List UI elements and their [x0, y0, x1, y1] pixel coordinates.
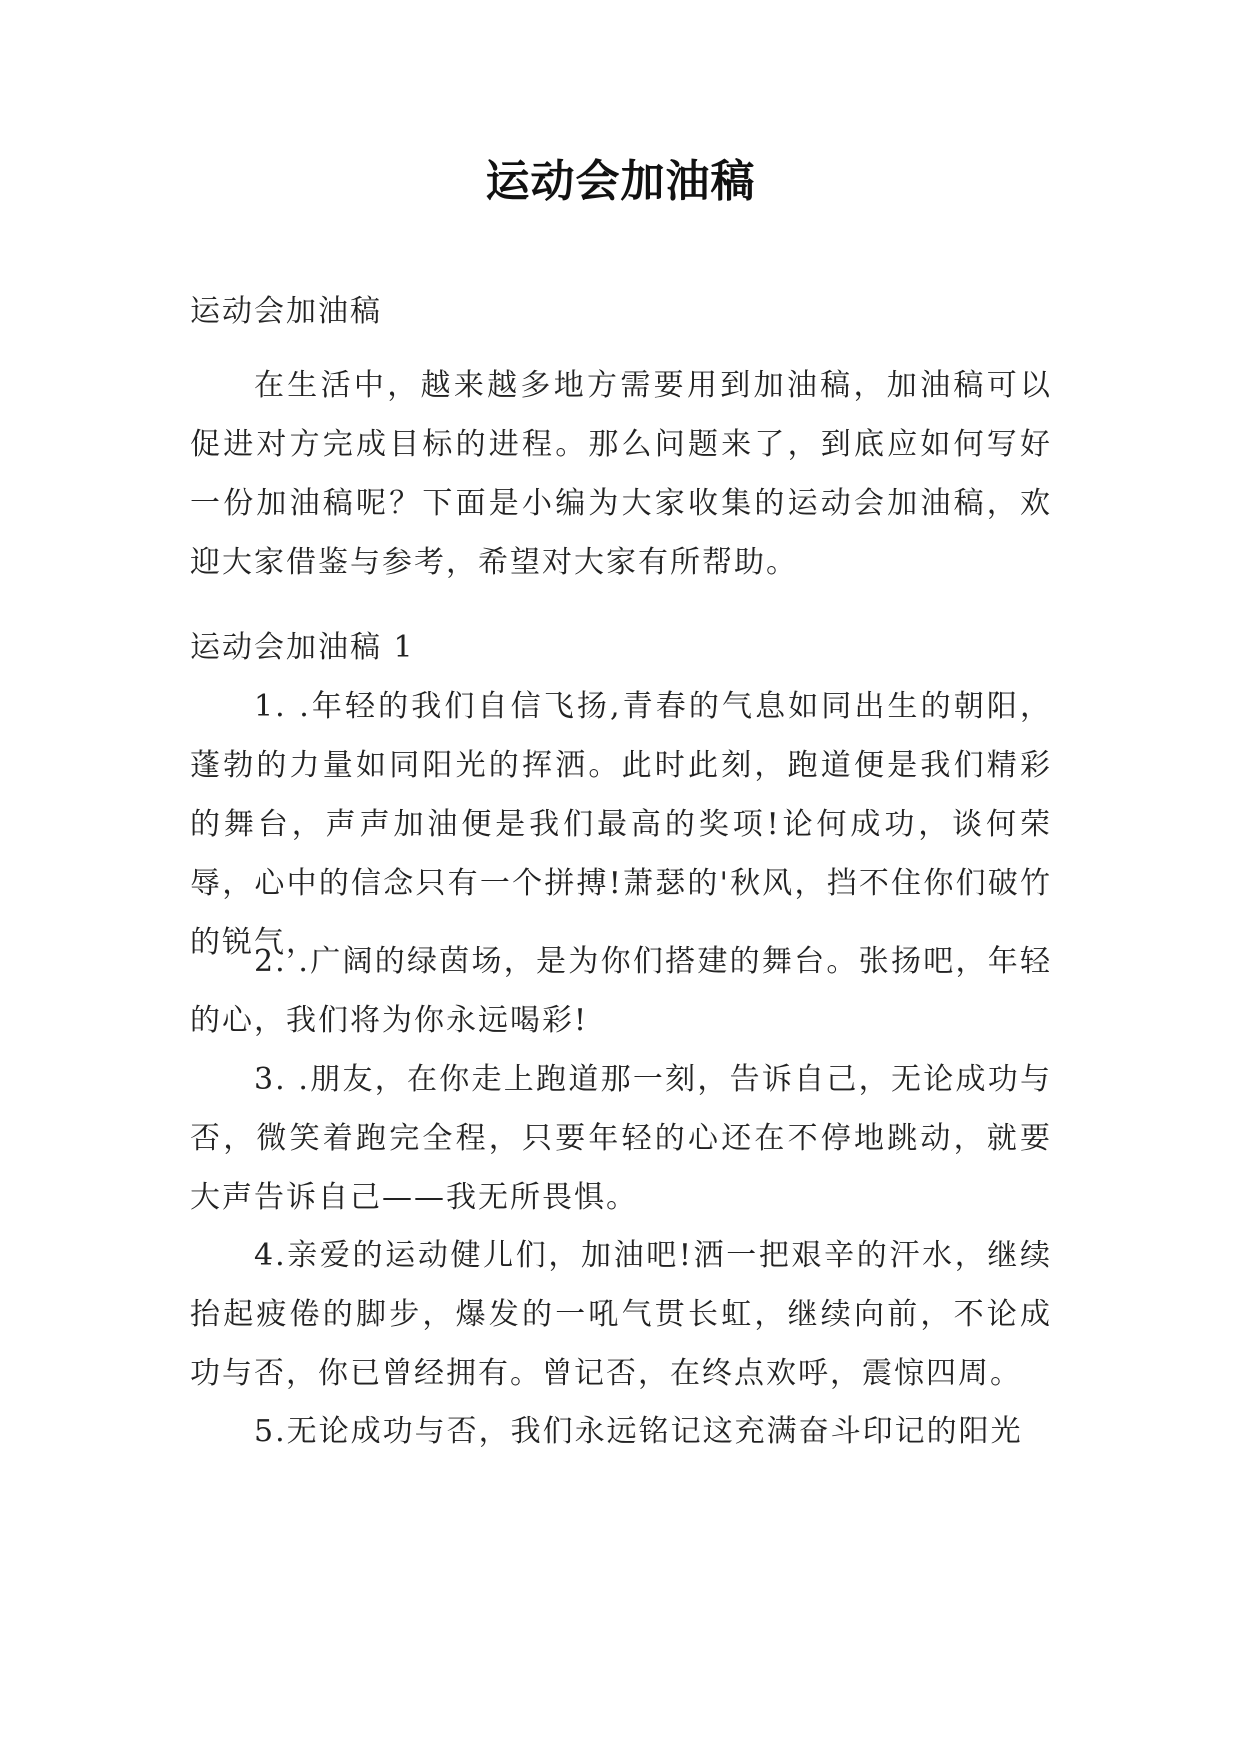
- list-item: 4.亲爱的运动健儿们，加油吧!洒一把艰辛的汗水，继续抬起疲倦的脚步，爆发的一吼气贯长虹，继续向前，不论成功与否，你已曾经拥有。曾记否，在终点欢呼，震惊四周。: [190, 1238, 1052, 1391]
- subtitle: 运动会加油稿: [190, 294, 382, 329]
- page-title: 运动会加油稿: [485, 156, 756, 207]
- list-item: 1. .年轻的我们自信飞扬,青春的气息如同出生的朝阳，蓬勃的力量如同阳光的挥洒。此时此刻，跑道便是我们精彩的舞台，声声加油便是我们最高的奖项!论何成功，谈何荣辱，心中的信念只有一个拼搏!萧瑟的'秋风，挡不住你们破竹的锐气，: [190, 689, 1052, 960]
- intro-paragraph: 在生活中，越来越多地方需要用到加油稿，加油稿可以促进对方完成目标的进程。那么问题来了，到底应如何写好一份加油稿呢？下面是小编为大家收集的运动会加油稿，欢迎大家借鉴与参考，希望对大家有所帮助。: [190, 368, 1052, 580]
- list-item: 3. .朋友，在你走上跑道那一刻，告诉自己，无论成功与否，微笑着跑完全程，只要年轻的心还在不停地跳动，就要大声告诉自己——我无所畏惧。: [190, 1062, 1052, 1215]
- list-item: 2. .广阔的绿茵场，是为你们搭建的舞台。张扬吧，年轻的心，我们将为你永远喝彩!: [190, 944, 1052, 1038]
- list-item: 5.无论成功与否，我们永远铭记这充满奋斗印记的阳光: [254, 1414, 1023, 1449]
- section-heading: 运动会加油稿 1: [190, 630, 415, 665]
